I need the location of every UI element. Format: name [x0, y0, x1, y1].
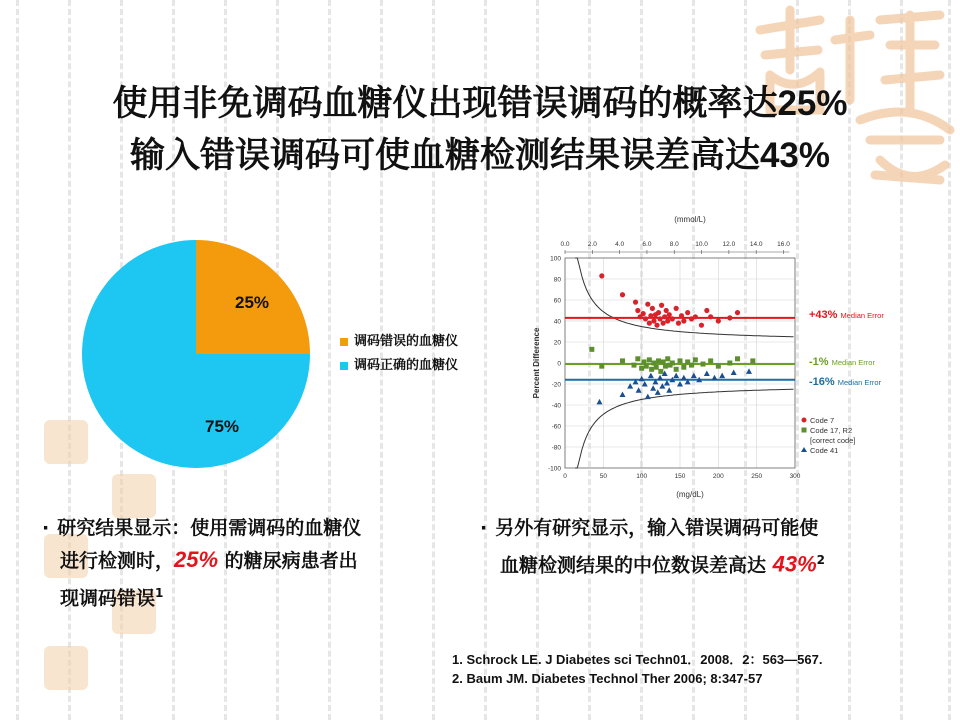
- data-point-code-7: [620, 292, 625, 297]
- chart-legend-code-7: Code 7: [810, 416, 835, 425]
- y-tick-label: 80: [553, 276, 561, 284]
- data-point-code-41: [620, 392, 626, 398]
- title-line-1-value: 25%: [777, 84, 848, 123]
- legend-swatch-blue: [340, 362, 348, 370]
- bullet-right-line-1: [480, 512, 940, 544]
- data-point-code-7: [665, 318, 670, 323]
- data-point-code-7: [704, 308, 709, 313]
- pie-legend-item-error: [340, 330, 458, 349]
- seal-watermark: [44, 646, 88, 690]
- data-point-code-17: [654, 365, 659, 370]
- data-point-code-17: [589, 347, 594, 352]
- pie-chart: [80, 238, 312, 470]
- x-top-axis-label: (mmol/L): [674, 215, 706, 224]
- y-tick-label: -40: [551, 402, 561, 410]
- y-tick-label: 60: [553, 297, 561, 305]
- data-point-code-7: [685, 310, 690, 315]
- data-point-code-41: [746, 368, 752, 374]
- data-point-code-7: [641, 311, 646, 316]
- reference-1: 1. Schrock LE. J Diabetes sci Techn01．2008．2：563—567.: [452, 652, 823, 667]
- error-bound-lower: [575, 389, 794, 468]
- bullet-marker: ·: [42, 517, 50, 539]
- x-axis-label: (mg/dL): [676, 490, 704, 499]
- bullet-right-text-1: 另外有研究显示，输入错误调码可能使: [495, 517, 819, 539]
- data-point-code-7: [699, 323, 704, 328]
- data-point-code-7: [693, 314, 698, 319]
- data-point-code-7: [716, 318, 721, 323]
- data-point-code-41: [691, 373, 697, 379]
- x-tick-label: 300: [789, 473, 801, 480]
- chart-legend-marker-square: [802, 428, 807, 433]
- error-bound-upper: [575, 258, 794, 337]
- data-point-code-7: [681, 318, 686, 323]
- data-point-code-7: [635, 308, 640, 313]
- y-tick-label: -20: [551, 381, 561, 389]
- data-point-code-17: [620, 358, 625, 363]
- data-point-code-7: [659, 303, 664, 308]
- data-point-code-41: [681, 375, 687, 381]
- x-top-tick-label: 8.0: [669, 241, 679, 248]
- x-top-tick-label: 6.0: [642, 241, 652, 248]
- data-point-code-7: [657, 316, 662, 321]
- data-point-code-17: [701, 362, 706, 367]
- data-point-code-17: [635, 356, 640, 361]
- title-line-2-text: 输入错误调码可使血糖检测结果误差高达: [129, 136, 760, 176]
- data-point-code-17: [644, 364, 649, 369]
- data-point-code-7: [727, 315, 732, 320]
- chart-legend-code-17: Code 17, R2: [810, 426, 853, 435]
- data-point-code-7: [674, 306, 679, 311]
- x-tick-label: 250: [751, 473, 763, 480]
- data-point-code-17: [674, 367, 679, 372]
- data-point-code-41: [731, 369, 737, 375]
- data-point-code-41: [719, 373, 725, 379]
- x-tick-label: 50: [599, 473, 607, 480]
- data-point-code-7: [676, 321, 681, 326]
- title-line-2-value: 43%: [759, 136, 831, 175]
- data-point-code-7: [670, 316, 675, 321]
- data-point-code-7: [656, 310, 661, 315]
- data-point-code-7: [661, 321, 666, 326]
- bullet-left-line-3: [42, 577, 462, 614]
- bullet-left-footnote: 1: [155, 586, 164, 600]
- bullet-left-text-1: 研究结果显示：使用需调码的血糖仪: [57, 517, 362, 539]
- legend-swatch-orange: [340, 338, 348, 346]
- bullet-right-text-2: 血糖检测结果的中位数误差高达: [500, 554, 773, 577]
- data-point-code-17: [658, 369, 663, 374]
- data-point-code-7: [651, 318, 656, 323]
- data-point-code-41: [648, 373, 654, 379]
- x-top-tick-label: 2.0: [587, 241, 597, 248]
- data-point-code-7: [654, 323, 659, 328]
- title-line-1: [0, 82, 960, 126]
- data-point-code-17: [665, 356, 670, 361]
- x-top-tick-label: 16.0: [777, 241, 790, 248]
- median-error-label: +43% Median Error: [809, 309, 884, 321]
- data-point-code-41: [639, 376, 645, 382]
- data-point-code-17: [656, 358, 661, 363]
- title-line-1-text: 使用非免调码血糖仪出现错误调码的概率达: [112, 84, 778, 124]
- x-top-tick-label: 10.0: [695, 241, 708, 248]
- bullet-right: [480, 512, 940, 581]
- data-point-code-17: [599, 364, 604, 369]
- data-point-code-7: [735, 310, 740, 315]
- x-top-tick-label: 4.0: [615, 241, 625, 248]
- data-point-code-7: [650, 306, 655, 311]
- data-point-code-41: [597, 399, 603, 405]
- data-point-code-41: [673, 373, 679, 379]
- x-tick-label: 200: [712, 473, 724, 480]
- y-tick-label: -60: [551, 423, 561, 431]
- bullet-left-text-3: 现调码错误: [60, 587, 156, 610]
- data-point-code-17: [663, 364, 668, 369]
- data-point-code-17: [649, 367, 654, 372]
- x-top-tick-label: 12.0: [722, 241, 736, 248]
- bullet-right-highlight: 43%: [772, 551, 817, 577]
- data-point-code-17: [693, 357, 698, 362]
- x-top-tick-label: 0.0: [560, 241, 570, 248]
- median-error-label: -16% Median Error: [809, 376, 882, 388]
- data-point-code-41: [666, 387, 672, 393]
- chart-legend-marker-triangle: [801, 447, 807, 452]
- y-axis-label: Percent Difference: [532, 327, 541, 399]
- data-point-code-7: [648, 313, 653, 318]
- title-line-2: [0, 134, 960, 178]
- data-point-code-7: [664, 308, 669, 313]
- bullet-left: [42, 512, 462, 614]
- data-point-code-17: [639, 366, 644, 371]
- data-point-code-41: [650, 385, 656, 391]
- data-point-code-7: [679, 313, 684, 318]
- pie-label-25: 25%: [234, 293, 270, 312]
- bullet-left-text-2a: 进行检测时，: [60, 550, 175, 572]
- data-point-code-17: [727, 361, 732, 366]
- data-point-code-17: [681, 365, 686, 370]
- bullet-left-line-1: [42, 512, 462, 544]
- data-point-code-7: [633, 300, 638, 305]
- data-point-code-17: [678, 358, 683, 363]
- bullet-left-line-2: [42, 544, 462, 577]
- y-tick-label: 40: [553, 318, 561, 326]
- data-point-code-17: [647, 357, 652, 362]
- data-point-code-41: [636, 387, 642, 393]
- bullet-left-text-2b: 的糖尿病患者出: [218, 550, 358, 572]
- pie-legend-item-correct: [340, 354, 458, 373]
- data-point-code-7: [667, 312, 672, 317]
- data-point-code-7: [599, 273, 604, 278]
- scatter-chart: [520, 208, 920, 508]
- bullet-left-highlight: 25%: [174, 547, 219, 572]
- x-tick-label: 100: [636, 473, 648, 480]
- x-tick-label: 0: [563, 473, 567, 480]
- data-point-code-7: [662, 314, 667, 319]
- legend-label-correct: 调码正确的血糖仪: [354, 358, 459, 373]
- data-point-code-41: [712, 375, 718, 381]
- data-point-code-17: [632, 363, 637, 368]
- y-tick-label: 0: [557, 360, 561, 368]
- data-point-code-17: [716, 364, 721, 369]
- bullet-marker: ·: [480, 517, 488, 539]
- data-point-code-7: [645, 302, 650, 307]
- bullet-right-footnote: 2: [816, 553, 826, 567]
- data-point-code-7: [647, 321, 652, 326]
- chart-legend-correct-code: [correct code]: [810, 436, 856, 445]
- data-point-code-7: [708, 314, 713, 319]
- data-point-code-17: [689, 363, 694, 368]
- data-point-code-17: [735, 356, 740, 361]
- y-tick-label: -80: [551, 444, 561, 452]
- data-point-code-17: [708, 358, 713, 363]
- data-point-code-17: [670, 361, 675, 366]
- data-point-code-41: [645, 394, 651, 400]
- references: [452, 650, 822, 688]
- data-point-code-7: [643, 316, 648, 321]
- y-tick-label: 20: [553, 339, 561, 347]
- y-tick-label: 100: [550, 255, 561, 263]
- data-point-code-41: [704, 371, 710, 377]
- pie-label-75: 75%: [204, 417, 240, 436]
- chart-legend-code-41: Code 41: [810, 446, 839, 455]
- reference-2: 2. Baum JM. Diabetes Technol Ther 2006; 8:347-57: [452, 671, 763, 686]
- x-top-tick-label: 14.0: [749, 241, 763, 248]
- median-error-label: -1% Median Error: [809, 356, 875, 368]
- x-tick-label: 150: [674, 473, 686, 480]
- legend-label-error: 调码错误的血糖仪: [354, 334, 459, 349]
- bullet-right-line-2: [480, 544, 940, 581]
- data-point-code-17: [750, 358, 755, 363]
- chart-legend-marker-circle: [802, 418, 807, 423]
- y-tick-label: -100: [547, 465, 561, 473]
